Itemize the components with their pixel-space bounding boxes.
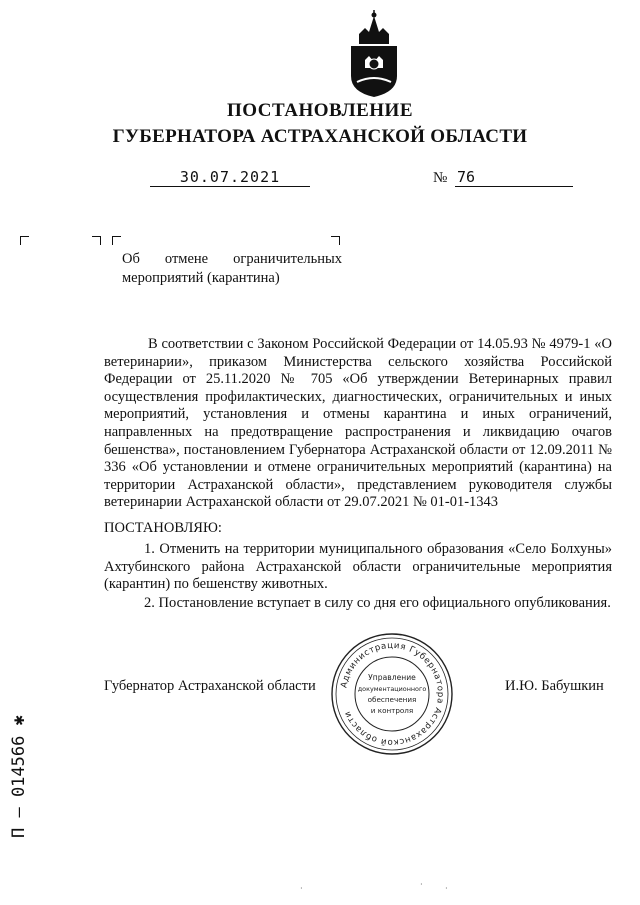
stamp-line-2: документационного [357,685,427,693]
signatory-name: И.Ю. Бабушкин [505,678,604,694]
serial-number [2,690,32,840]
signatory-position: Губернатор Астраханской области [104,678,316,694]
preamble-paragraph: В соответствии с Законом Российской Федерации от 14.05.93 № 4979-1 «О ветеринарии», приказом Министерства сельского хозяйства Российской Федерации от 25.11.2020 № 705 «Об утверждении Ветеринарных правил осуществления профилактических, диагностических, ограничительных и иных мероприятий, установления и отмены карантина и иных ограничений, направленных на предотвращение распространения и ликвидацию очагов бешенства», постановлением Губернатора Астраханской области от 12.09.2011 № 336 «Об установлении и отмене ограничительных мероприятий (карантина) на территории Астраханской области», представлением руководителя службы ветеринарии Астраханской области от 29.07.2021 № 01-01-1343 [104,336,612,511]
document-number: 76 [457,168,476,186]
scan-speck: · [445,884,448,893]
decree-word: ПОСТАНОВЛЯЮ: [104,520,222,536]
serial-number-text: П – 014566 ✱ [9,715,29,838]
stamp-ring-text: Администрация Губернатора Астраханской области [339,640,446,748]
coat-of-arms-emblem [343,10,405,98]
document-date: 30.07.2021 [179,168,281,186]
corner-mark-left [20,236,29,245]
decree-item-1: 1. Отменить на территории муниципального образования «Село Болхуны» Ахтубинского района Астраханской области ограничительные мероприятия (карантин) по бешенству животных. [104,541,612,593]
number-label: № [433,170,448,186]
stamp-line-1: Управление [368,673,416,682]
scan-speck: · [300,884,303,893]
corner-mark-subject-left-b [112,236,121,245]
scan-speck: · [420,880,423,889]
decree-item-2: 2. Постановление вступает в силу со дня его официального опубликования. [144,595,611,611]
document-subject: Об отмене ограничительных мероприятий (карантина) [122,251,342,286]
corner-mark-subject-right [331,236,340,245]
official-stamp [330,632,454,756]
document-title: ПОСТАНОВЛЕНИЕ [226,100,414,121]
corner-mark-subject-left-a [92,236,101,245]
stamp-line-3: обеспечения [367,695,417,704]
date-underline [150,186,310,187]
document-issuer: ГУБЕРНАТОРА АСТРАХАНСКОЙ ОБЛАСТИ [112,126,528,147]
number-underline [455,186,573,187]
stamp-line-4: и контроля [370,706,414,715]
